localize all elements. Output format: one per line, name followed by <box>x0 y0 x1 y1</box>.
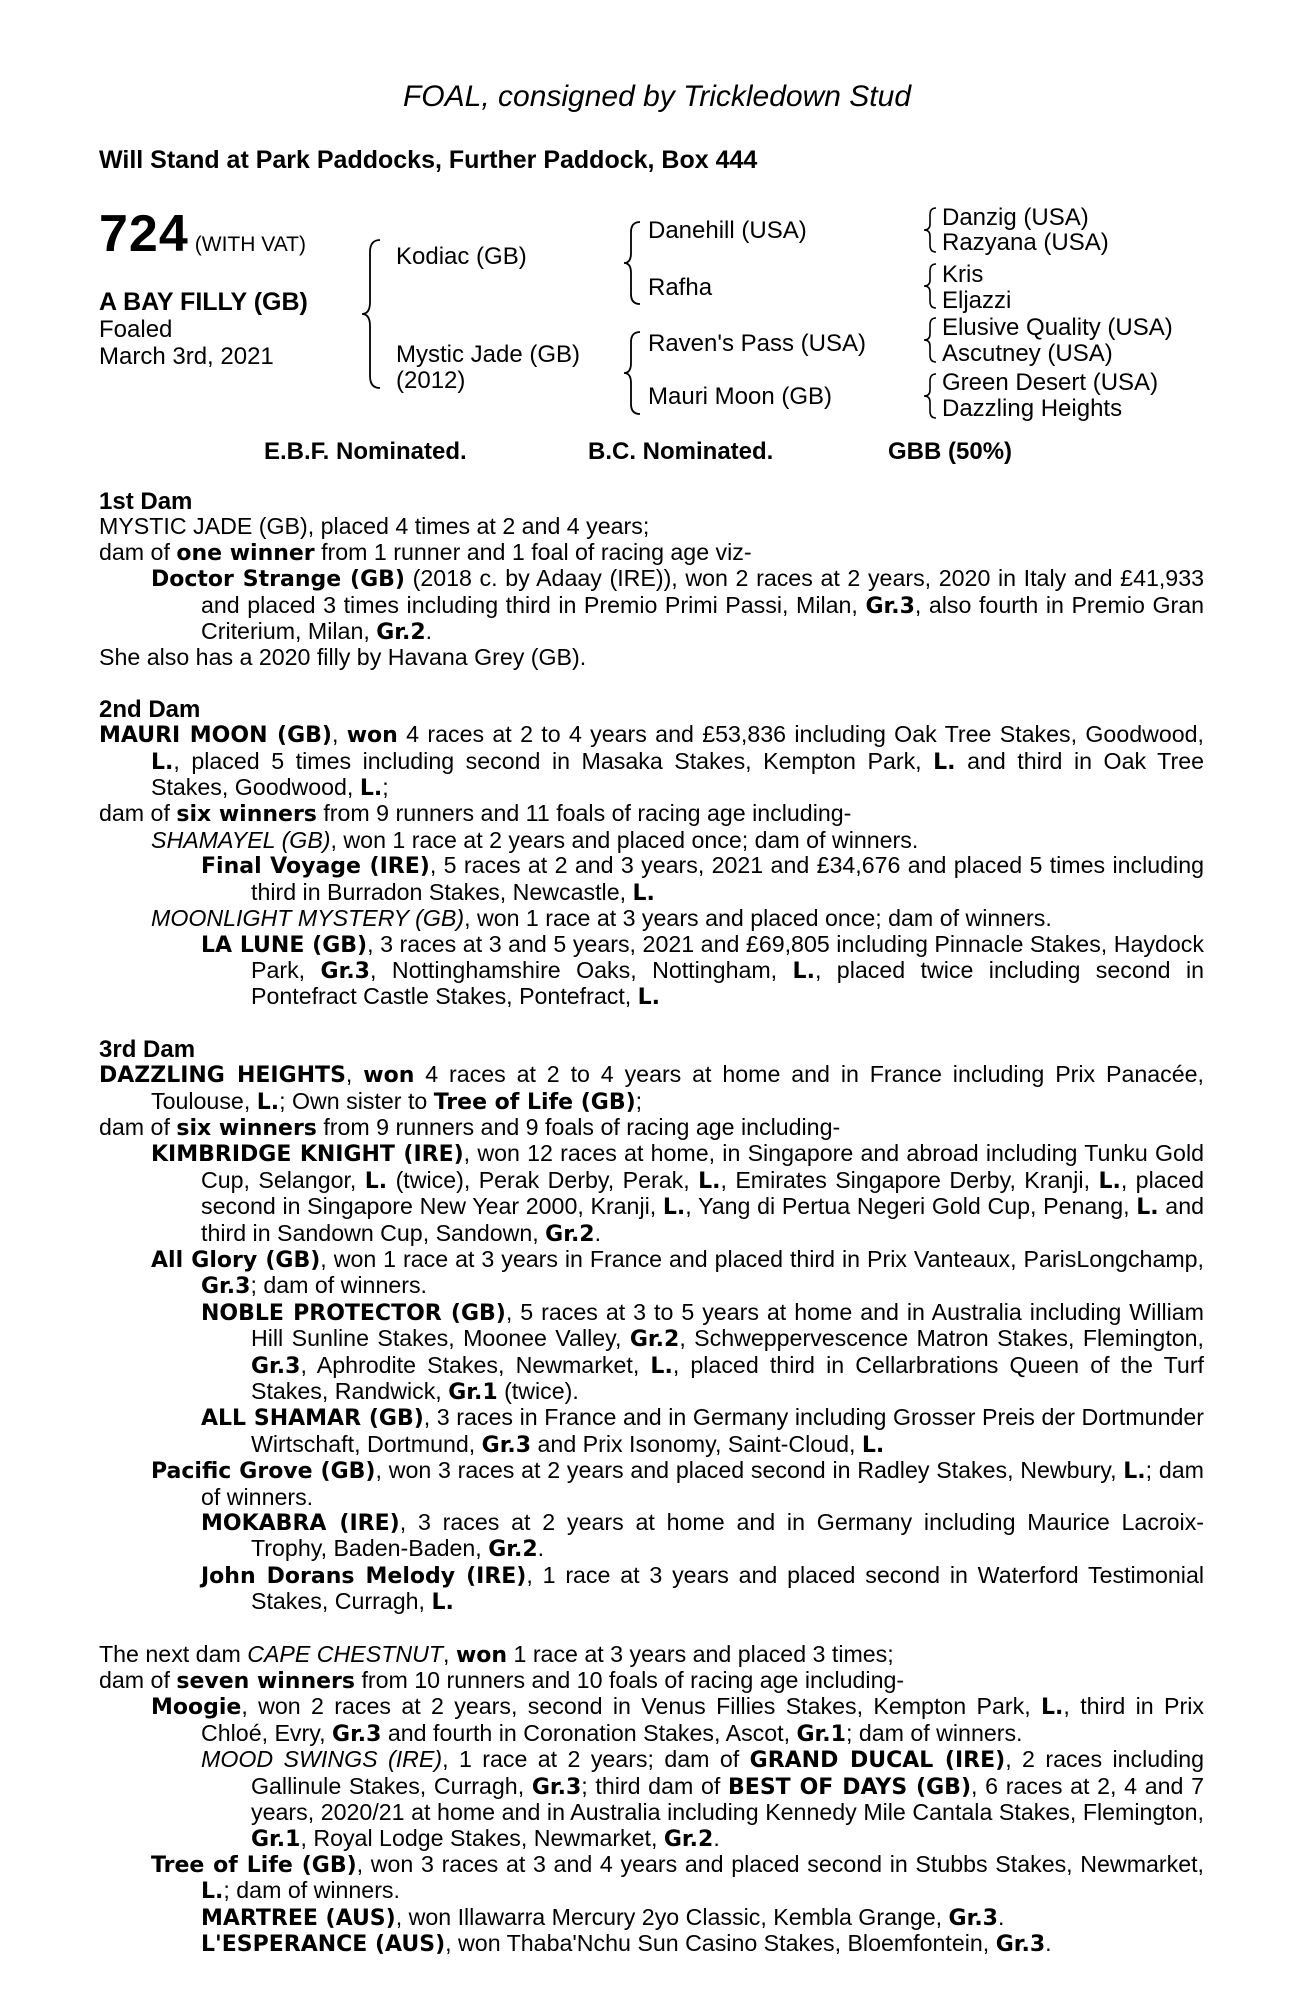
text-run: L. <box>151 749 174 775</box>
text-run: , Yang di Pertua Negeri Gold Cup, Penang, <box>685 1193 1137 1220</box>
text-run: L. <box>698 1168 721 1194</box>
pedigree-g-ssd: Razyana (USA) <box>942 229 1109 256</box>
produce-martree <box>99 1905 1204 1931</box>
text-run: Gr.3 <box>201 1274 251 1300</box>
text-run: , third in Prix Chloé, Evry, <box>201 1693 1204 1746</box>
pedigree-sire-sire: Danehill (USA) <box>648 217 807 244</box>
pedigree-g-dss: Elusive Quality (USA) <box>942 314 1173 341</box>
text-run: L. <box>256 1089 280 1115</box>
pedigree-g-sdd: Eljazzi <box>942 287 1012 314</box>
produce-moogie <box>99 1694 1204 1747</box>
text-run: BEST OF DAYS (GB) <box>728 1774 971 1800</box>
text-run: , <box>331 721 347 748</box>
text-run: , 1 race at 2 years; dam of <box>442 1746 750 1773</box>
text-run: , won Illawarra Mercury 2yo Classic, Kembla Grange, <box>395 1903 949 1930</box>
text-run: L. <box>431 1590 454 1616</box>
next-dam-section <box>99 1642 1204 1958</box>
text-run: ; dam of winners. <box>250 1272 427 1299</box>
text-run: Gr.3 <box>320 958 370 984</box>
text-run: , Aphrodite Stakes, Newmarket, <box>300 1351 651 1378</box>
text-run: seven winners <box>176 1669 355 1695</box>
text-run: 4 races at 2 to 4 years at home and in France including Prix Panacée, Toulouse, <box>151 1061 1204 1114</box>
text-run: Tree of Life (GB) <box>433 1089 636 1115</box>
text-run: Gr.2 <box>663 1826 714 1852</box>
text-run: dam of <box>99 538 177 565</box>
text-run: Gr.1 <box>796 1721 846 1747</box>
text-run: Gr.2 <box>629 1327 680 1353</box>
text-run: , placed third in Cellarbrations Queen of the Turf Stakes, Randwick, <box>251 1351 1204 1404</box>
produce-john-dorans-melody <box>99 1563 1204 1616</box>
text-run: . <box>1045 1930 1052 1957</box>
text-run: , 1 race at 3 years and placed second in Waterford Testimonial Stakes, Curragh, <box>251 1561 1204 1615</box>
text-run: Pacific Grove (GB) <box>151 1459 376 1485</box>
text-run: CAPE CHESTNUT <box>247 1640 444 1667</box>
text-run: Gr.2 <box>545 1221 595 1247</box>
text-run: , won 1 race at 3 years and placed once; dam of winners. <box>464 905 1052 932</box>
pedigree-g-dsd: Ascutney (USA) <box>942 340 1113 367</box>
text-run: six winners <box>176 802 317 828</box>
text-run: , placed twice including second in Pontefract Castle Stakes, Pontefract, <box>251 956 1205 1010</box>
text-run: . <box>713 1824 720 1851</box>
text-run: L. <box>650 1353 673 1379</box>
text-run: L. <box>359 776 383 802</box>
text-run: Gr.3 <box>481 1432 532 1458</box>
text-run: L'ESPERANCE (AUS) <box>201 1932 446 1958</box>
text-run: ; dam of winners. <box>201 1457 1204 1510</box>
text-run: L. <box>201 1879 224 1905</box>
text-run: from 9 runners and 9 foals of racing age including- <box>316 1113 841 1140</box>
text-run: ; <box>382 774 389 801</box>
text-run: Gr.3 <box>332 1721 382 1747</box>
text-run: L. <box>1136 1195 1159 1221</box>
bc-nomination: B.C. Nominated. <box>588 438 774 465</box>
text-run: , 3 races at 3 and 5 years, 2021 and £69,805 including Pinnacle Stakes, Haydock Park, <box>251 930 1204 983</box>
text-run: , won 1 race at 3 years in France and placed third in Prix Vanteaux, ParisLongchamp, <box>320 1245 1204 1272</box>
text-run: , won 3 races at 3 and 4 years and placed second in Stubbs Stakes, Newmarket, <box>356 1850 1204 1877</box>
first-dam-produce-line <box>99 540 1204 566</box>
text-run: Gr.3 <box>948 1905 998 1931</box>
brace-g4 <box>922 372 938 420</box>
produce-moonlight-mystery <box>99 906 1204 931</box>
text-run: Gr.2 <box>488 1537 538 1563</box>
produce-kimbridge-knight <box>99 1141 1204 1247</box>
text-run: , 5 races at 2 and 3 years, 2021 and £34,676 and placed 5 times including third in Burradon Stakes, Newcastle, <box>251 852 1204 905</box>
text-run: , 5 races at 3 to 5 years at home and in Australia including William Hill Sunline Stakes, Moonee Valley, <box>251 1298 1205 1352</box>
text-run: , won 1 race at 2 years and placed once; dam of winners. <box>330 826 919 853</box>
text-run: , 3 races in France and in Germany including Grosser Preis der Dortmunder Wirtschaft, Dortmund, <box>251 1404 1204 1457</box>
text-run: dam of <box>99 1667 177 1694</box>
text-run: L. <box>662 1195 686 1221</box>
text-run: L. <box>1123 1459 1146 1485</box>
next-dam-produce-line <box>99 1668 1204 1694</box>
third-dam-record <box>99 1062 1204 1115</box>
text-run: (twice), Perak Derby, Perak, <box>387 1166 699 1193</box>
text-run: , Emirates Singapore Derby, Kranji, <box>720 1166 1099 1193</box>
pedigree-g-sss: Danzig (USA) <box>942 204 1089 231</box>
vat-note: (WITH VAT) <box>194 233 306 256</box>
text-run: MOOD SWINGS (IRE) <box>201 1746 443 1773</box>
text-run: won <box>363 1063 415 1089</box>
lot-block <box>99 204 306 264</box>
text-run: from 9 runners and 11 foals of racing age including- <box>316 800 852 827</box>
stand-location: Will Stand at Park Paddocks, Further Paddock, Box 444 <box>99 146 758 174</box>
text-run: L. <box>861 1432 885 1458</box>
produce-pacific-grove <box>99 1458 1204 1510</box>
text-run: , won 2 races at 2 years, second in Venus Fillies Stakes, Kempton Park, <box>241 1693 1042 1720</box>
text-run: ; Own sister to <box>279 1087 434 1114</box>
text-run: John Dorans Melody (IRE) <box>201 1563 527 1589</box>
text-run: , 6 races at 2, 4 and 7 years, 2020/21 at home and in Australia including Kennedy Mile Cantala Stakes, Flemington, <box>251 1772 1204 1826</box>
first-dam-extra: She also has a 2020 filly by Havana Grey (GB). <box>99 644 587 671</box>
text-run: ; third dam of <box>581 1772 729 1799</box>
text-run: , Royal Lodge Stakes, Newmarket, <box>300 1824 664 1851</box>
text-run: L. <box>637 985 661 1011</box>
text-run: Final Voyage (IRE) <box>201 854 430 880</box>
brace-g2 <box>922 262 938 310</box>
produce-lesperance <box>99 1931 1204 1957</box>
text-run: . <box>594 1219 602 1246</box>
brace-dam <box>622 330 642 416</box>
text-run: and third in Oak Tree Stakes, Goodwood, <box>151 747 1204 801</box>
third-dam-section <box>99 1037 1204 1616</box>
produce-mokabra <box>99 1510 1204 1563</box>
pedigree-g-dds: Green Desert (USA) <box>942 369 1159 396</box>
text-run: , won 3 races at 2 years and placed second in Radley Stakes, Newbury, <box>375 1457 1124 1484</box>
pedigree-dam-year: (2012) <box>396 367 466 394</box>
pedigree-g-ddd: Dazzling Heights <box>942 395 1123 422</box>
text-run: SHAMAYEL (GB) <box>151 826 331 853</box>
second-dam-record <box>99 722 1204 801</box>
text-run: KIMBRIDGE KNIGHT (IRE) <box>151 1142 464 1168</box>
pedigree-dam-name: Mystic Jade (GB) <box>396 341 581 368</box>
text-run: , placed 5 times including second in Masaka Stakes, Kempton Park, <box>173 747 934 774</box>
text-run: L. <box>364 1168 388 1194</box>
text-run: (twice). <box>497 1378 579 1404</box>
text-run: Gr.3 <box>995 1932 1046 1958</box>
first-dam-line: MYSTIC JADE (GB), placed 4 times at 2 and 4 years; <box>99 513 650 540</box>
third-dam-heading: 3rd Dam <box>99 1035 196 1063</box>
produce-final-voyage <box>99 853 1204 906</box>
text-run: Gr.3 <box>531 1774 582 1800</box>
text-run: Moogie <box>151 1695 242 1721</box>
text-run: Gr.2 <box>376 620 426 646</box>
text-run: dam of <box>99 1113 177 1140</box>
brace-main <box>360 238 382 390</box>
text-run: L. <box>1041 1695 1064 1721</box>
text-run: L. <box>792 958 815 984</box>
text-run: , also fourth in Premio Gran Criterium, Milan, <box>201 591 1205 645</box>
text-run: The next dam <box>99 1640 248 1667</box>
text-run: and third in Sandown Cup, Sandown, <box>201 1193 1204 1246</box>
brace-g1 <box>922 206 938 254</box>
catalogue-body <box>99 489 1204 1958</box>
text-run: L. <box>933 749 956 775</box>
text-run: ALL SHAMAR (GB) <box>201 1406 424 1432</box>
text-run: , Schweppervescence Matron Stakes, Flemington, <box>679 1325 1204 1352</box>
text-run: DAZZLING HEIGHTS <box>99 1063 346 1089</box>
text-run: and fourth in Coronation Stakes, Ascot, <box>381 1719 797 1746</box>
produce-all-glory <box>99 1247 1204 1300</box>
text-run: All Glory (GB) <box>151 1247 321 1273</box>
text-run: 1 race at 3 years and placed 3 times; <box>507 1640 894 1667</box>
text-run: ; <box>635 1087 643 1114</box>
second-dam-section <box>99 697 1204 1011</box>
third-dam-produce-line <box>99 1115 1204 1141</box>
text-run: , Nottinghamshire Oaks, Nottingham, <box>369 956 793 983</box>
text-run: , won 12 races at home, in Singapore and abroad including Tunku Gold Cup, Selangor, <box>201 1140 1204 1193</box>
text-run: GRAND DUCAL (IRE) <box>749 1748 1006 1774</box>
foaled-label: Foaled <box>99 316 173 343</box>
text-run: 4 races at 2 to 4 years and £53,836 including Oak Tree Stakes, Goodwood, <box>397 721 1204 748</box>
text-run: MARTREE (AUS) <box>201 1905 396 1931</box>
text-run: MOONLIGHT MYSTERY (GB) <box>151 905 465 932</box>
produce-tree-of-life <box>99 1852 1204 1905</box>
foaled-date: March 3rd, 2021 <box>99 343 274 370</box>
text-run: , 2 races including Gallinule Stakes, Curragh, <box>251 1746 1204 1799</box>
text-run: NOBLE PROTECTOR (GB) <box>201 1300 506 1326</box>
first-dam-heading: 1st Dam <box>99 488 193 515</box>
text-run: , <box>443 1640 456 1667</box>
produce-doctor-strange <box>99 566 1204 645</box>
text-run: , placed second in Singapore New Year 2000, Kranji, <box>201 1166 1205 1220</box>
produce-all-shamar <box>99 1405 1204 1458</box>
text-run: . <box>997 1903 1005 1930</box>
text-run: from 10 runners and 10 foals of racing age including- <box>355 1667 905 1694</box>
text-run: MOKABRA (IRE) <box>201 1511 400 1537</box>
text-run: one winner <box>176 540 315 566</box>
horse-name: A BAY FILLY (GB) <box>99 288 308 316</box>
lot-number: 724 <box>99 205 189 263</box>
text-run: six winners <box>176 1115 317 1141</box>
produce-shamayel <box>99 828 1204 853</box>
pedigree-g-sds: Kris <box>942 261 984 288</box>
gbb-note: GBB (50%) <box>888 438 1013 465</box>
text-run: and Prix Isonomy, Saint-Cloud, <box>531 1430 862 1457</box>
pedigree-dam-dam: Mauri Moon (GB) <box>648 383 833 410</box>
pedigree-dam-sire: Raven's Pass (USA) <box>648 330 866 357</box>
brace-sire <box>622 220 642 306</box>
second-dam-produce-line <box>99 801 1204 827</box>
text-run: , 3 races at 2 years at home and in Germany including Maurice Lacroix-Trophy, Baden-Baden, <box>251 1509 1205 1562</box>
text-run: , won Thaba'Nchu Sun Casino Stakes, Bloemfontein, <box>445 1930 996 1957</box>
first-dam-section <box>99 489 1204 671</box>
text-run: , <box>345 1061 364 1088</box>
next-dam-record <box>99 1642 1204 1668</box>
text-run: . <box>425 618 433 645</box>
text-run: Gr.1 <box>448 1380 498 1405</box>
text-run: Tree of Life (GB) <box>151 1852 357 1878</box>
pedigree-sire-dam: Rafha <box>648 274 713 301</box>
text-run: L. <box>1098 1168 1121 1194</box>
pedigree-sire: Kodiac (GB) <box>396 243 527 270</box>
produce-noble-protector <box>99 1300 1204 1406</box>
text-run: MAURI MOON (GB) <box>99 723 332 749</box>
text-run: won <box>346 723 398 749</box>
produce-la-lune <box>99 932 1204 1011</box>
page-header: FOAL, consigned by Trickledown Stud <box>402 80 912 113</box>
text-run: . <box>537 1535 545 1562</box>
produce-mood-swings <box>99 1747 1204 1852</box>
ebf-nomination: E.B.F. Nominated. <box>264 438 467 465</box>
text-run: won <box>455 1642 508 1668</box>
text-run: ; dam of winners. <box>223 1877 400 1904</box>
text-run: from 1 runner and 1 foal of racing age viz- <box>314 538 752 565</box>
text-run: Doctor Strange (GB) <box>151 567 405 593</box>
text-run: (2018 c. by Adaay (IRE)), won 2 races at 2 years, 2020 in Italy and £41,933 and placed 3 times including third in Premio Primi Passi, Milan, <box>201 565 1204 618</box>
text-run: Gr.3 <box>865 593 915 619</box>
text-run: L. <box>632 880 655 906</box>
brace-g3 <box>922 316 938 364</box>
pedigree-dam <box>396 342 580 394</box>
text-run: ; dam of winners. <box>845 1719 1023 1746</box>
foaled-info <box>99 316 274 370</box>
text-run: dam of <box>99 800 177 827</box>
text-run: LA LUNE (GB) <box>201 932 368 958</box>
text-run: Gr.3 <box>251 1353 301 1379</box>
second-dam-heading: 2nd Dam <box>99 695 201 723</box>
text-run: Gr.1 <box>251 1826 301 1852</box>
